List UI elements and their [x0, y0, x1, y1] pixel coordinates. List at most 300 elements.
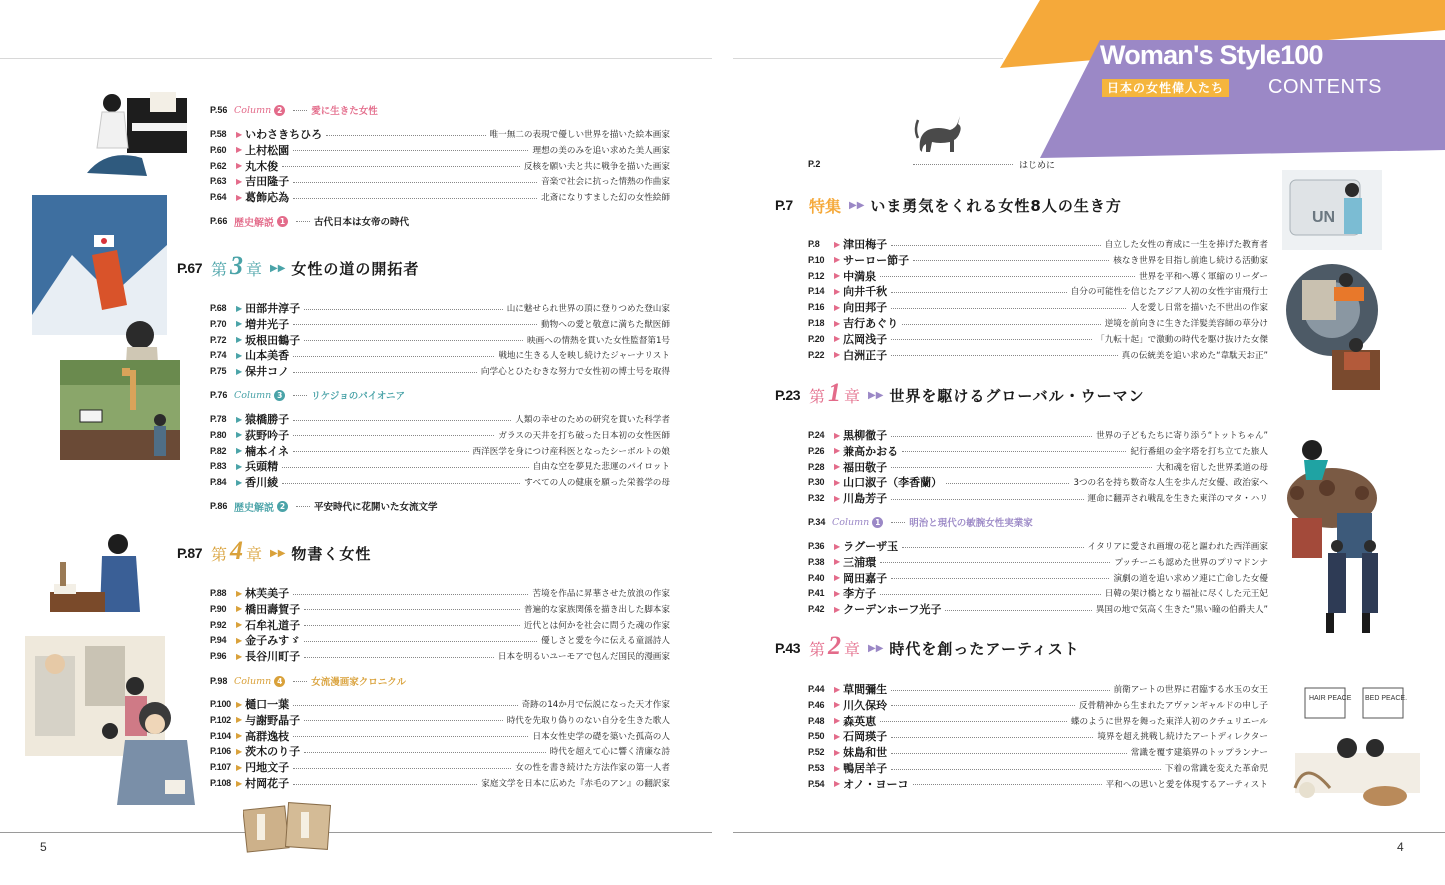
- page-number: P.102: [210, 714, 231, 725]
- piano-illustration: [82, 78, 192, 188]
- person-name: 三浦環: [843, 555, 877, 569]
- chapter-dai: 第: [809, 386, 826, 406]
- person-description: 大和魂を宿した世界柔道の母: [1156, 462, 1268, 473]
- arrow-icon: ▶: [236, 731, 243, 741]
- toc-entry[interactable]: [210, 474, 670, 490]
- toc-entry[interactable]: [210, 126, 670, 142]
- toc-entry[interactable]: [808, 601, 1268, 617]
- leader-dots: [891, 769, 1161, 770]
- page-number: P.74: [210, 350, 227, 361]
- leader-dots: [913, 260, 1109, 261]
- arrow-icon: ▶: [834, 573, 841, 583]
- person-description: 核なき世界を目指し前進し続ける活動家: [1113, 255, 1268, 266]
- toc-entry[interactable]: [210, 759, 670, 775]
- person-description: 日本を明るいユーモアで包んだ国民的漫画家: [497, 652, 670, 663]
- leader-dots: [293, 784, 477, 785]
- arrow-icon: ▶: [834, 286, 841, 296]
- leader-dots: [293, 420, 511, 421]
- toc-entry[interactable]: [210, 332, 670, 348]
- person-description: 時代を超えて心に響く清廉な詩: [549, 747, 670, 758]
- brand-subtitle: 日本の女性偉人たち: [1102, 79, 1229, 97]
- leader-dots: [293, 182, 537, 183]
- right-page-number: 4: [1397, 840, 1404, 854]
- person-name: 保井コノ: [245, 365, 290, 379]
- page-number: P.90: [210, 603, 227, 614]
- person-name: 茨木のり子: [245, 745, 301, 759]
- page-number: P.20: [808, 333, 825, 344]
- column-title: リケジョのパイオニア: [311, 391, 406, 402]
- page-number: P.28: [808, 461, 825, 472]
- toc-entry[interactable]: [808, 427, 1268, 443]
- person-name: 向田邦子: [843, 301, 888, 315]
- leader-dots: [293, 594, 528, 595]
- toc-entry[interactable]: [808, 713, 1268, 729]
- arrow-icon: ▶: [236, 303, 243, 313]
- chapter-1-heading[interactable]: [775, 378, 1145, 408]
- page-number: P.108: [210, 778, 231, 788]
- leader-dots: [891, 245, 1101, 246]
- person-name: 坂根田鶴子: [245, 333, 301, 347]
- page-number: P.107: [210, 762, 231, 773]
- toc-entry[interactable]: [210, 617, 670, 633]
- arrow-icon: ▶: [834, 779, 841, 789]
- person-name: 橋田壽賀子: [245, 602, 301, 616]
- page-number: P.104: [210, 730, 231, 741]
- person-description: 苦境を作品に昇華させた放浪の作家: [532, 589, 670, 599]
- toc-entry[interactable]: [210, 696, 670, 712]
- person-name: 高群逸枝: [245, 729, 290, 743]
- toc-entry[interactable]: [210, 347, 670, 363]
- person-name: 香川綾: [245, 476, 279, 490]
- column-2[interactable]: [210, 102, 378, 118]
- person-description: 世界を平和へ導く軍縮のリーダー: [1139, 271, 1268, 282]
- person-name: 広岡浅子: [843, 332, 888, 346]
- special-heading[interactable]: [775, 192, 1122, 218]
- chapter-dai: 第: [211, 259, 228, 279]
- person-description: 唯一無二の表現で優しい世界を描いた絵本画家: [489, 130, 670, 140]
- leader-dots: [282, 483, 520, 484]
- toc-entry[interactable]: [808, 728, 1268, 744]
- page-number: P.22: [808, 349, 825, 360]
- leader-dots: [891, 522, 905, 523]
- page-number: P.84: [210, 477, 227, 488]
- triangle-icon: ▶▶: [270, 262, 286, 274]
- toc-entry[interactable]: [210, 363, 670, 379]
- leader-dots: [891, 292, 1067, 293]
- toc-entry[interactable]: [210, 648, 670, 664]
- person-name: ラグーザ玉: [843, 540, 899, 553]
- arrow-icon: ▶: [236, 461, 243, 471]
- person-name: 葛飾応為: [245, 191, 290, 205]
- leader-dots: [891, 705, 1075, 706]
- person-description: 「九転十起」で激動の時代を駆け抜けた女傑: [1096, 334, 1268, 345]
- arrow-icon: ▶: [236, 746, 243, 756]
- arrow-icon: ▶: [236, 335, 243, 345]
- person-name: 田部井淳子: [245, 302, 301, 315]
- leader-dots: [902, 547, 1083, 548]
- arrow-icon: ▶: [236, 778, 243, 788]
- person-description: 時代を先取り偽りのない自分を生きた歌人: [506, 715, 670, 726]
- person-description: 映画への情熱を貫いた女性監督第1号: [527, 335, 670, 346]
- chapter-3-heading[interactable]: [177, 251, 420, 281]
- arrow-icon: ▶: [236, 430, 243, 440]
- leader-dots: [891, 467, 1152, 468]
- triangle-icon: ▶▶: [868, 389, 884, 401]
- brand-title: Woman's Style100: [1100, 40, 1323, 70]
- chapter-page: P.43: [775, 640, 800, 656]
- person-name: 石牟礼道子: [245, 618, 301, 632]
- toc-entry[interactable]: [808, 443, 1268, 459]
- person-name: 林芙美子: [245, 587, 290, 600]
- person-description: 下着の常識を変えた革命児: [1164, 764, 1268, 774]
- toc-entry[interactable]: [210, 189, 670, 205]
- person-name: 石岡瑛子: [843, 730, 888, 744]
- leader-dots: [946, 483, 1069, 484]
- right-bottom-rule: [733, 832, 1445, 833]
- zoo-illustration: [60, 350, 180, 460]
- history-badge: 2: [277, 501, 288, 512]
- triangle-icon: ▶▶: [270, 547, 286, 559]
- person-description: 優しさと愛を今に伝える童謡詩人: [541, 636, 670, 647]
- toc-entry[interactable]: [210, 142, 670, 158]
- arrow-icon: ▶: [834, 604, 841, 614]
- cat-illustration: [912, 110, 964, 156]
- person-description: 異国の地で気高く生きた“黒い瞳の伯爵夫人”: [1095, 605, 1268, 616]
- leader-dots: [913, 164, 1013, 165]
- un-truck-illustration: [1282, 170, 1382, 395]
- toc-entry[interactable]: [808, 585, 1268, 601]
- intro-title: はじめに: [1019, 160, 1056, 171]
- arrow-icon: ▶: [236, 350, 243, 360]
- person-description: 北斎になりすました幻の女性絵師: [541, 193, 670, 204]
- column-label: Column: [234, 675, 272, 687]
- person-name: 草間彌生: [843, 683, 888, 696]
- arrow-icon: ▶: [834, 716, 841, 726]
- person-name: 吉田隆子: [245, 175, 290, 189]
- page-number: P.46: [808, 699, 825, 710]
- toc-entry[interactable]: [808, 252, 1268, 268]
- history-label: 歴史解説: [234, 217, 274, 229]
- toc-entry[interactable]: [808, 538, 1268, 554]
- leader-dots: [293, 372, 477, 373]
- page-number: P.100: [210, 699, 231, 709]
- page-number: P.50: [808, 731, 825, 742]
- arrow-icon: ▶: [834, 477, 841, 487]
- page-number: P.72: [210, 334, 227, 345]
- toc-entry[interactable]: [808, 744, 1268, 760]
- arrow-icon: ▶: [834, 430, 841, 440]
- chapter-number: 1: [828, 378, 842, 407]
- arrow-icon: ▶: [834, 731, 841, 741]
- column-1[interactable]: [808, 514, 1033, 530]
- leader-dots: [293, 110, 307, 111]
- page-number: P.64: [210, 192, 227, 203]
- person-description: 家庭文学を日本に広めた『赤毛のアン』の翻訳家: [481, 779, 670, 789]
- triangle-icon: ▶▶: [849, 199, 865, 211]
- toc-entry[interactable]: [808, 490, 1268, 506]
- chapter-page: P.87: [177, 545, 202, 561]
- chapter-sho: 章: [246, 259, 263, 279]
- person-name: 山本美香: [245, 349, 290, 363]
- arrow-icon: ▶: [236, 161, 243, 171]
- leader-dots: [326, 135, 485, 136]
- person-name: 李方子: [843, 587, 877, 601]
- person-name: 荻野吟子: [245, 428, 290, 442]
- books-illustration: [243, 800, 333, 855]
- person-name: 鴨居羊子: [843, 762, 888, 775]
- toc-entry[interactable]: [210, 316, 670, 332]
- person-name: 黒柳徹子: [843, 429, 888, 442]
- toc-entry[interactable]: [210, 775, 670, 791]
- person-name: オノ・ヨーコ: [843, 777, 909, 791]
- toc-entry[interactable]: [808, 283, 1268, 299]
- person-description: 反核を願い夫と共に戦争を描いた画家: [523, 161, 670, 172]
- person-description: 近代とは何かを社会に問うた魂の作家: [523, 620, 670, 631]
- arrow-icon: ▶: [236, 145, 243, 155]
- toc-entry[interactable]: [210, 411, 670, 427]
- person-name: 円地文子: [245, 761, 290, 775]
- page-number: P.68: [210, 303, 227, 313]
- arrow-icon: ▶: [834, 302, 841, 312]
- page-number: P.106: [210, 746, 231, 757]
- arrow-icon: ▶: [236, 319, 243, 329]
- chapter-number: 2: [828, 631, 842, 660]
- arrow-icon: ▶: [834, 334, 841, 344]
- arrow-icon: ▶: [236, 620, 243, 630]
- arrow-icon: ▶: [834, 684, 841, 694]
- toc-entry[interactable]: [210, 458, 670, 474]
- toc-entry[interactable]: [808, 347, 1268, 363]
- leader-dots: [293, 736, 528, 737]
- column-4[interactable]: [210, 673, 406, 689]
- person-description: 動物への愛と敬意に満ちた獣医師: [541, 319, 670, 330]
- person-description: 自立した女性の育成に一生を捧げた教育者: [1104, 240, 1268, 250]
- toc-entry[interactable]: [808, 570, 1268, 586]
- toc-entry[interactable]: [808, 776, 1268, 792]
- arrow-icon: ▶: [834, 239, 841, 249]
- arrow-icon: ▶: [834, 446, 841, 456]
- leader-dots: [304, 625, 520, 626]
- toc-entry[interactable]: [808, 554, 1268, 570]
- page-number: P.94: [210, 635, 227, 646]
- page-number: P.16: [808, 302, 825, 313]
- left-page-number: 5: [40, 840, 47, 854]
- page-number: P.60: [210, 144, 227, 155]
- toc-entry[interactable]: [808, 697, 1268, 713]
- leader-dots: [293, 150, 528, 151]
- page-number: P.30: [808, 477, 825, 488]
- leader-dots: [945, 610, 1091, 611]
- toc-entry[interactable]: [210, 601, 670, 617]
- toc-entry[interactable]: [808, 681, 1268, 697]
- history-1[interactable]: [210, 213, 409, 229]
- right-top-rule: [733, 58, 1003, 59]
- toc-entry[interactable]: [808, 331, 1268, 347]
- toc-entry[interactable]: [210, 728, 670, 744]
- person-description: 逆境を前向きに生きた洋髪美容師の草分け: [1104, 319, 1268, 329]
- arrow-icon: ▶: [236, 651, 243, 661]
- person-description: 蝶のように世界を舞った東洋人初のクチュリエール: [1070, 716, 1268, 727]
- page-number: P.12: [808, 270, 825, 281]
- toc-entry[interactable]: [210, 712, 670, 728]
- page-number: P.34: [808, 517, 826, 527]
- bed-peace-sign: BED PEACE.: [1365, 695, 1408, 702]
- chapter-title: いま勇気をくれる女性8人の生き方: [870, 196, 1122, 215]
- arrow-icon: ▶: [834, 493, 841, 503]
- person-description: 理想の美のみを追い求めた美人画家: [532, 145, 670, 156]
- chapter-4-heading[interactable]: [177, 536, 372, 566]
- page-number: P.96: [210, 651, 227, 662]
- toc-entry[interactable]: [808, 474, 1268, 490]
- kimono-writer-illustration: [115, 700, 200, 810]
- person-name: 妹島和世: [843, 746, 888, 760]
- person-name: 向井千秋: [843, 285, 888, 299]
- toc-entry[interactable]: [210, 632, 670, 648]
- page-number: P.70: [210, 318, 227, 329]
- leader-dots: [891, 499, 1083, 500]
- person-description: 人を愛し日常を描いた不世出の作家: [1130, 303, 1268, 314]
- page-number: P.8: [808, 239, 820, 249]
- column-label: Column: [234, 389, 272, 401]
- chapter-dai: 第: [809, 639, 826, 659]
- chapter-2-heading[interactable]: [775, 631, 1080, 661]
- leader-dots: [880, 562, 1110, 563]
- leader-dots: [913, 784, 1102, 785]
- history-title: 平安時代に花開いた女流文学: [314, 502, 438, 513]
- arrow-icon: ▶: [236, 477, 243, 487]
- arrow-icon: ▶: [834, 700, 841, 710]
- toc-entry[interactable]: [210, 585, 670, 601]
- column-badge: 3: [274, 390, 285, 401]
- arrow-icon: ▶: [834, 350, 841, 360]
- toc-entry[interactable]: [210, 427, 670, 443]
- chapter-sho: 章: [844, 386, 861, 406]
- leader-dots: [304, 720, 503, 721]
- page-number: P.75: [210, 366, 227, 377]
- intro-entry[interactable]: [808, 156, 1268, 172]
- toc-entry[interactable]: [808, 268, 1268, 284]
- chapter-page: P.23: [775, 387, 800, 403]
- toc-entry[interactable]: [210, 743, 670, 759]
- column-badge: 2: [274, 105, 285, 116]
- arrow-icon: ▶: [236, 762, 243, 772]
- person-name: 樋口一葉: [245, 698, 290, 711]
- chapter-sho: 章: [844, 639, 861, 659]
- chapter-number: 4: [230, 536, 244, 565]
- person-description: 普遍的な家族関係を描き出した脚本家: [523, 604, 670, 615]
- person-description: 常識を覆す建築界のトップランナー: [1130, 748, 1268, 759]
- toc-entry[interactable]: [210, 158, 670, 174]
- tetsuko-illustration: [1282, 438, 1382, 638]
- chapter-number: 3: [230, 251, 244, 280]
- leader-dots: [891, 690, 1109, 691]
- page-number: P.36: [808, 541, 825, 551]
- history-badge: 1: [277, 216, 288, 227]
- arrow-icon: ▶: [236, 176, 243, 186]
- un-label: UN: [1312, 209, 1336, 226]
- leader-dots: [304, 657, 494, 658]
- person-description: 向学心とひたむきな努力で女性初の博士号を取得: [480, 367, 670, 378]
- person-description: 自由な空を夢見た悲運のパイロット: [532, 462, 670, 473]
- person-name: 長谷川町子: [245, 650, 301, 664]
- column-badge: 1: [872, 517, 883, 528]
- toc-entry[interactable]: [210, 300, 670, 316]
- chapter-page: P.7: [775, 197, 793, 213]
- chapter-title: 物書く女性: [291, 544, 372, 563]
- toc-entry[interactable]: [808, 459, 1268, 475]
- arrow-icon: ▶: [236, 715, 243, 725]
- person-description: 世界の子どもたちに寄り添う“トットちゃん”: [1096, 431, 1268, 441]
- arrow-icon: ▶: [834, 588, 841, 598]
- toc-entry[interactable]: [808, 236, 1268, 252]
- person-name: 楠本イネ: [245, 444, 290, 458]
- leader-dots: [891, 753, 1127, 754]
- person-name: 吉行あぐり: [843, 317, 899, 330]
- person-description: 演劇の道を追い求めソ連に亡命した女優: [1113, 573, 1268, 584]
- triangle-icon: ▶▶: [868, 642, 884, 654]
- person-name: 村岡花子: [245, 777, 290, 790]
- toc-entry[interactable]: [808, 760, 1268, 776]
- person-name: 増井光子: [245, 317, 290, 331]
- leader-dots: [891, 737, 1093, 738]
- book-gutter: [712, 0, 733, 885]
- leader-dots: [282, 166, 520, 167]
- leader-dots: [891, 355, 1117, 356]
- person-name: 津田梅子: [843, 238, 888, 251]
- arrow-icon: ▶: [236, 635, 243, 645]
- person-description: 奇跡の14か月で伝説になった天才作家: [521, 700, 670, 710]
- left-top-rule: [0, 58, 712, 59]
- page-number: P.88: [210, 588, 227, 598]
- page-number: P.52: [808, 747, 825, 758]
- arrow-icon: ▶: [236, 366, 243, 376]
- toc-entry[interactable]: [808, 315, 1268, 331]
- person-name: 山口淑子（李香蘭）: [843, 476, 943, 490]
- toc-entry[interactable]: [210, 443, 670, 459]
- page-number: P.83: [210, 461, 227, 472]
- person-name: 猿橋勝子: [245, 413, 290, 426]
- toc-entry[interactable]: [808, 299, 1268, 315]
- person-name: 上村松園: [245, 143, 290, 157]
- arrow-icon: ▶: [834, 747, 841, 757]
- page-number: P.24: [808, 430, 825, 440]
- person-description: 運命に翻弄され戦乱を生きた東洋のマタ・ハリ: [1087, 494, 1268, 505]
- person-description: 反骨精神から生まれたアヴァンギャルドの申し子: [1079, 700, 1268, 711]
- page-number: P.58: [210, 129, 227, 139]
- page-number: P.86: [210, 501, 228, 511]
- leader-dots: [293, 356, 494, 357]
- history-2[interactable]: [210, 498, 438, 514]
- person-description: 西洋医学を身につけ産科医となったシーボルトの娘: [472, 446, 670, 457]
- column-3[interactable]: [210, 387, 405, 403]
- page-number: P.38: [808, 556, 825, 567]
- arrow-icon: ▶: [236, 414, 243, 424]
- special-label: 特集: [809, 196, 842, 216]
- page-number: P.40: [808, 572, 825, 583]
- toc-entry[interactable]: [210, 173, 670, 189]
- page-number: P.14: [808, 286, 825, 297]
- bed-peace-illustration: [1285, 678, 1425, 828]
- person-description: ガラスの天井を打ち破った日本初の女性医師: [498, 430, 670, 441]
- person-description: 境界を超え挑戦し続けたアートディレクター: [1097, 732, 1268, 743]
- person-name: 兼高かおる: [843, 444, 899, 458]
- left-bottom-rule: [0, 832, 712, 833]
- arrow-icon: ▶: [236, 699, 243, 709]
- arrow-icon: ▶: [834, 541, 841, 551]
- column-label: Column: [832, 516, 870, 528]
- person-name: 川島芳子: [843, 492, 888, 506]
- arrow-icon: ▶: [236, 446, 243, 456]
